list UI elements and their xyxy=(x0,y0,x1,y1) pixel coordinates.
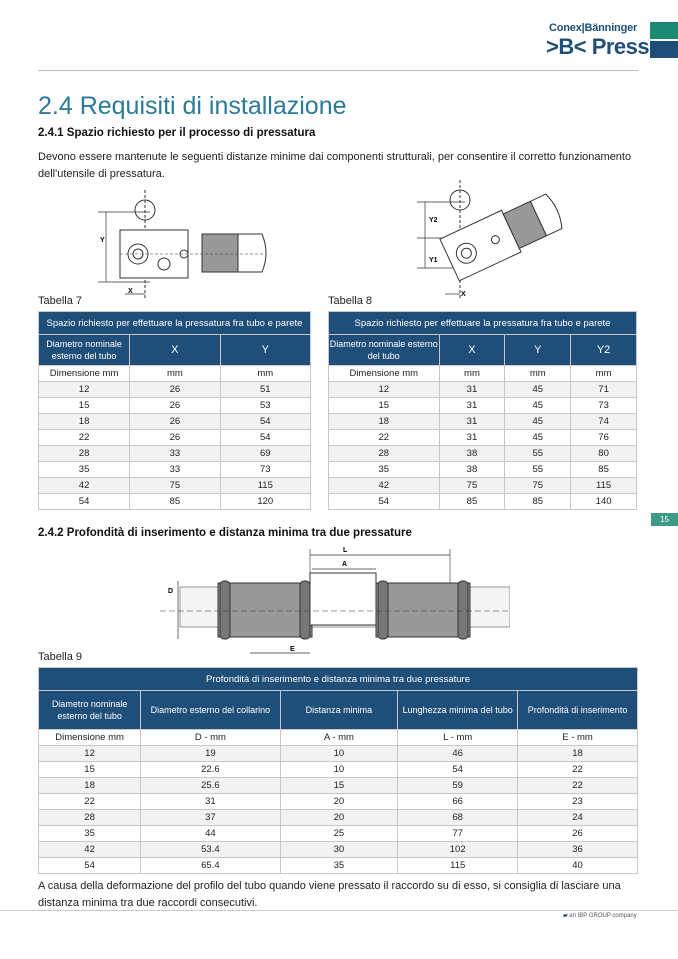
page-number: 15 xyxy=(651,513,678,526)
table9-title: Profondità di inserimento e distanza minima tra due pressature xyxy=(39,668,638,691)
diagram-wall-distance-2 xyxy=(415,180,565,298)
table-row: 22 31 45 76 xyxy=(329,430,637,446)
table8-title: Spazio richiesto per effettuare la pressatura fra tubo e parete xyxy=(329,312,637,335)
table-row: 42 75 75 115 xyxy=(329,478,637,494)
table7-unit: Dimensione mm xyxy=(39,366,130,382)
table-row: 28 38 55 80 xyxy=(329,446,637,462)
label-x: X xyxy=(461,291,466,298)
table7 xyxy=(38,311,311,510)
table7-header: X xyxy=(130,335,220,366)
table7-caption: Tabella 7 xyxy=(38,295,83,307)
table-row: 22 31 20 66 23 xyxy=(39,794,638,810)
table-row: 15 26 53 xyxy=(39,398,311,414)
table9-unit: D - mm xyxy=(141,730,280,746)
subsection-title-1: 2.4.1 Spazio richiesto per il processo di pressatura xyxy=(38,127,316,139)
table7-unit: mm xyxy=(220,366,310,382)
subsection-title-2: 2.4.2 Profondità di inserimento e distanza minima tra due pressature xyxy=(38,527,412,539)
table9-header: Diametro esterno del collarino xyxy=(141,691,280,730)
table8-header: Y xyxy=(505,335,571,366)
table7-header: Diametro nominale esterno del tubo xyxy=(39,335,130,366)
table-row: 35 33 73 xyxy=(39,462,311,478)
label-a: A xyxy=(342,561,348,568)
table-row: 28 33 69 xyxy=(39,446,311,462)
table8-unit: mm xyxy=(571,366,637,382)
table-row: 12 19 10 46 18 xyxy=(39,746,638,762)
table8 xyxy=(328,311,637,510)
table-row: 12 26 51 xyxy=(39,382,311,398)
diagram-wall-distance-1 xyxy=(90,190,270,298)
table9-unit: A - mm xyxy=(280,730,398,746)
table-row: 15 31 45 73 xyxy=(329,398,637,414)
footer-divider xyxy=(0,910,678,911)
table7-unit: mm xyxy=(130,366,220,382)
brand-logo: >B< Press xyxy=(546,34,650,59)
table-row: 35 44 25 77 26 xyxy=(39,826,638,842)
table9 xyxy=(38,667,638,874)
table-row: 12 31 45 71 xyxy=(329,382,637,398)
table-row: 54 85 85 140 xyxy=(329,494,637,510)
label-y2: Y2 xyxy=(429,217,438,224)
page-title: 2.4 Requisiti di installazione xyxy=(38,92,347,120)
table8-header: Diametro nominale esterno del tubo xyxy=(329,335,440,366)
table-row: 15 22.6 10 54 22 xyxy=(39,762,638,778)
table9-caption: Tabella 9 xyxy=(38,651,83,663)
table9-header: Lunghezza minima del tubo xyxy=(398,691,518,730)
table9-header: Distanza minima xyxy=(280,691,398,730)
label-e: E xyxy=(290,646,295,653)
label-y1: Y1 xyxy=(429,257,438,264)
table7-header: Y xyxy=(220,335,310,366)
table-row: 18 26 54 xyxy=(39,414,311,430)
table8-header: Y2 xyxy=(571,335,637,366)
table8-caption: Tabella 8 xyxy=(328,295,373,307)
table-row: 35 38 55 85 xyxy=(329,462,637,478)
brand-square-blue xyxy=(650,41,678,58)
footer-brand xyxy=(563,912,637,919)
table-row: 54 85 120 xyxy=(39,494,311,510)
table-row: 28 37 20 68 24 xyxy=(39,810,638,826)
table9-header: Profondità di inserimento xyxy=(518,691,638,730)
table-row: 42 75 115 xyxy=(39,478,311,494)
table8-unit: mm xyxy=(439,366,505,382)
table9-unit: L - mm xyxy=(398,730,518,746)
ibp-logo-icon: ▰ xyxy=(563,913,568,919)
table-row: 42 53.4 30 102 36 xyxy=(39,842,638,858)
table8-unit: mm xyxy=(505,366,571,382)
brand-square-green xyxy=(650,22,678,39)
table7-title: Spazio richiesto per effettuare la pressatura fra tubo e parete xyxy=(39,312,311,335)
table9-header: Diametro nominale esterno del tubo xyxy=(39,691,141,730)
intro-paragraph: Devono essere mantenute le seguenti distanze minime dai componenti strutturali, per consentire il corretto funzionamento dell'utensile di pressatura. xyxy=(38,151,632,180)
table8-unit: Dimensione mm xyxy=(329,366,440,382)
table8-header: X xyxy=(439,335,505,366)
table-row: 22 26 54 xyxy=(39,430,311,446)
label-y: Y xyxy=(100,237,105,244)
brand-name: Conex|Bänninger xyxy=(549,22,638,34)
footer-brand-text: an IBP GROUP company xyxy=(569,913,637,919)
table-row: 18 31 45 74 xyxy=(329,414,637,430)
table-row: 54 65.4 35 115 40 xyxy=(39,858,638,874)
table9-unit: Dimensione mm xyxy=(39,730,141,746)
table9-unit: E - mm xyxy=(518,730,638,746)
label-l: L xyxy=(343,547,348,554)
label-d: D xyxy=(168,588,174,595)
header-divider xyxy=(38,70,638,71)
diagram-insertion-depth xyxy=(160,543,510,655)
table-row: 18 25.6 15 59 22 xyxy=(39,778,638,794)
footer-paragraph: A causa della deformazione del profilo del tubo quando viene pressato il raccordo su di esso, si consiglia di lasciare una distanza minima tra due raccordi consecutivi. xyxy=(38,880,621,909)
label-x: X xyxy=(128,288,133,295)
